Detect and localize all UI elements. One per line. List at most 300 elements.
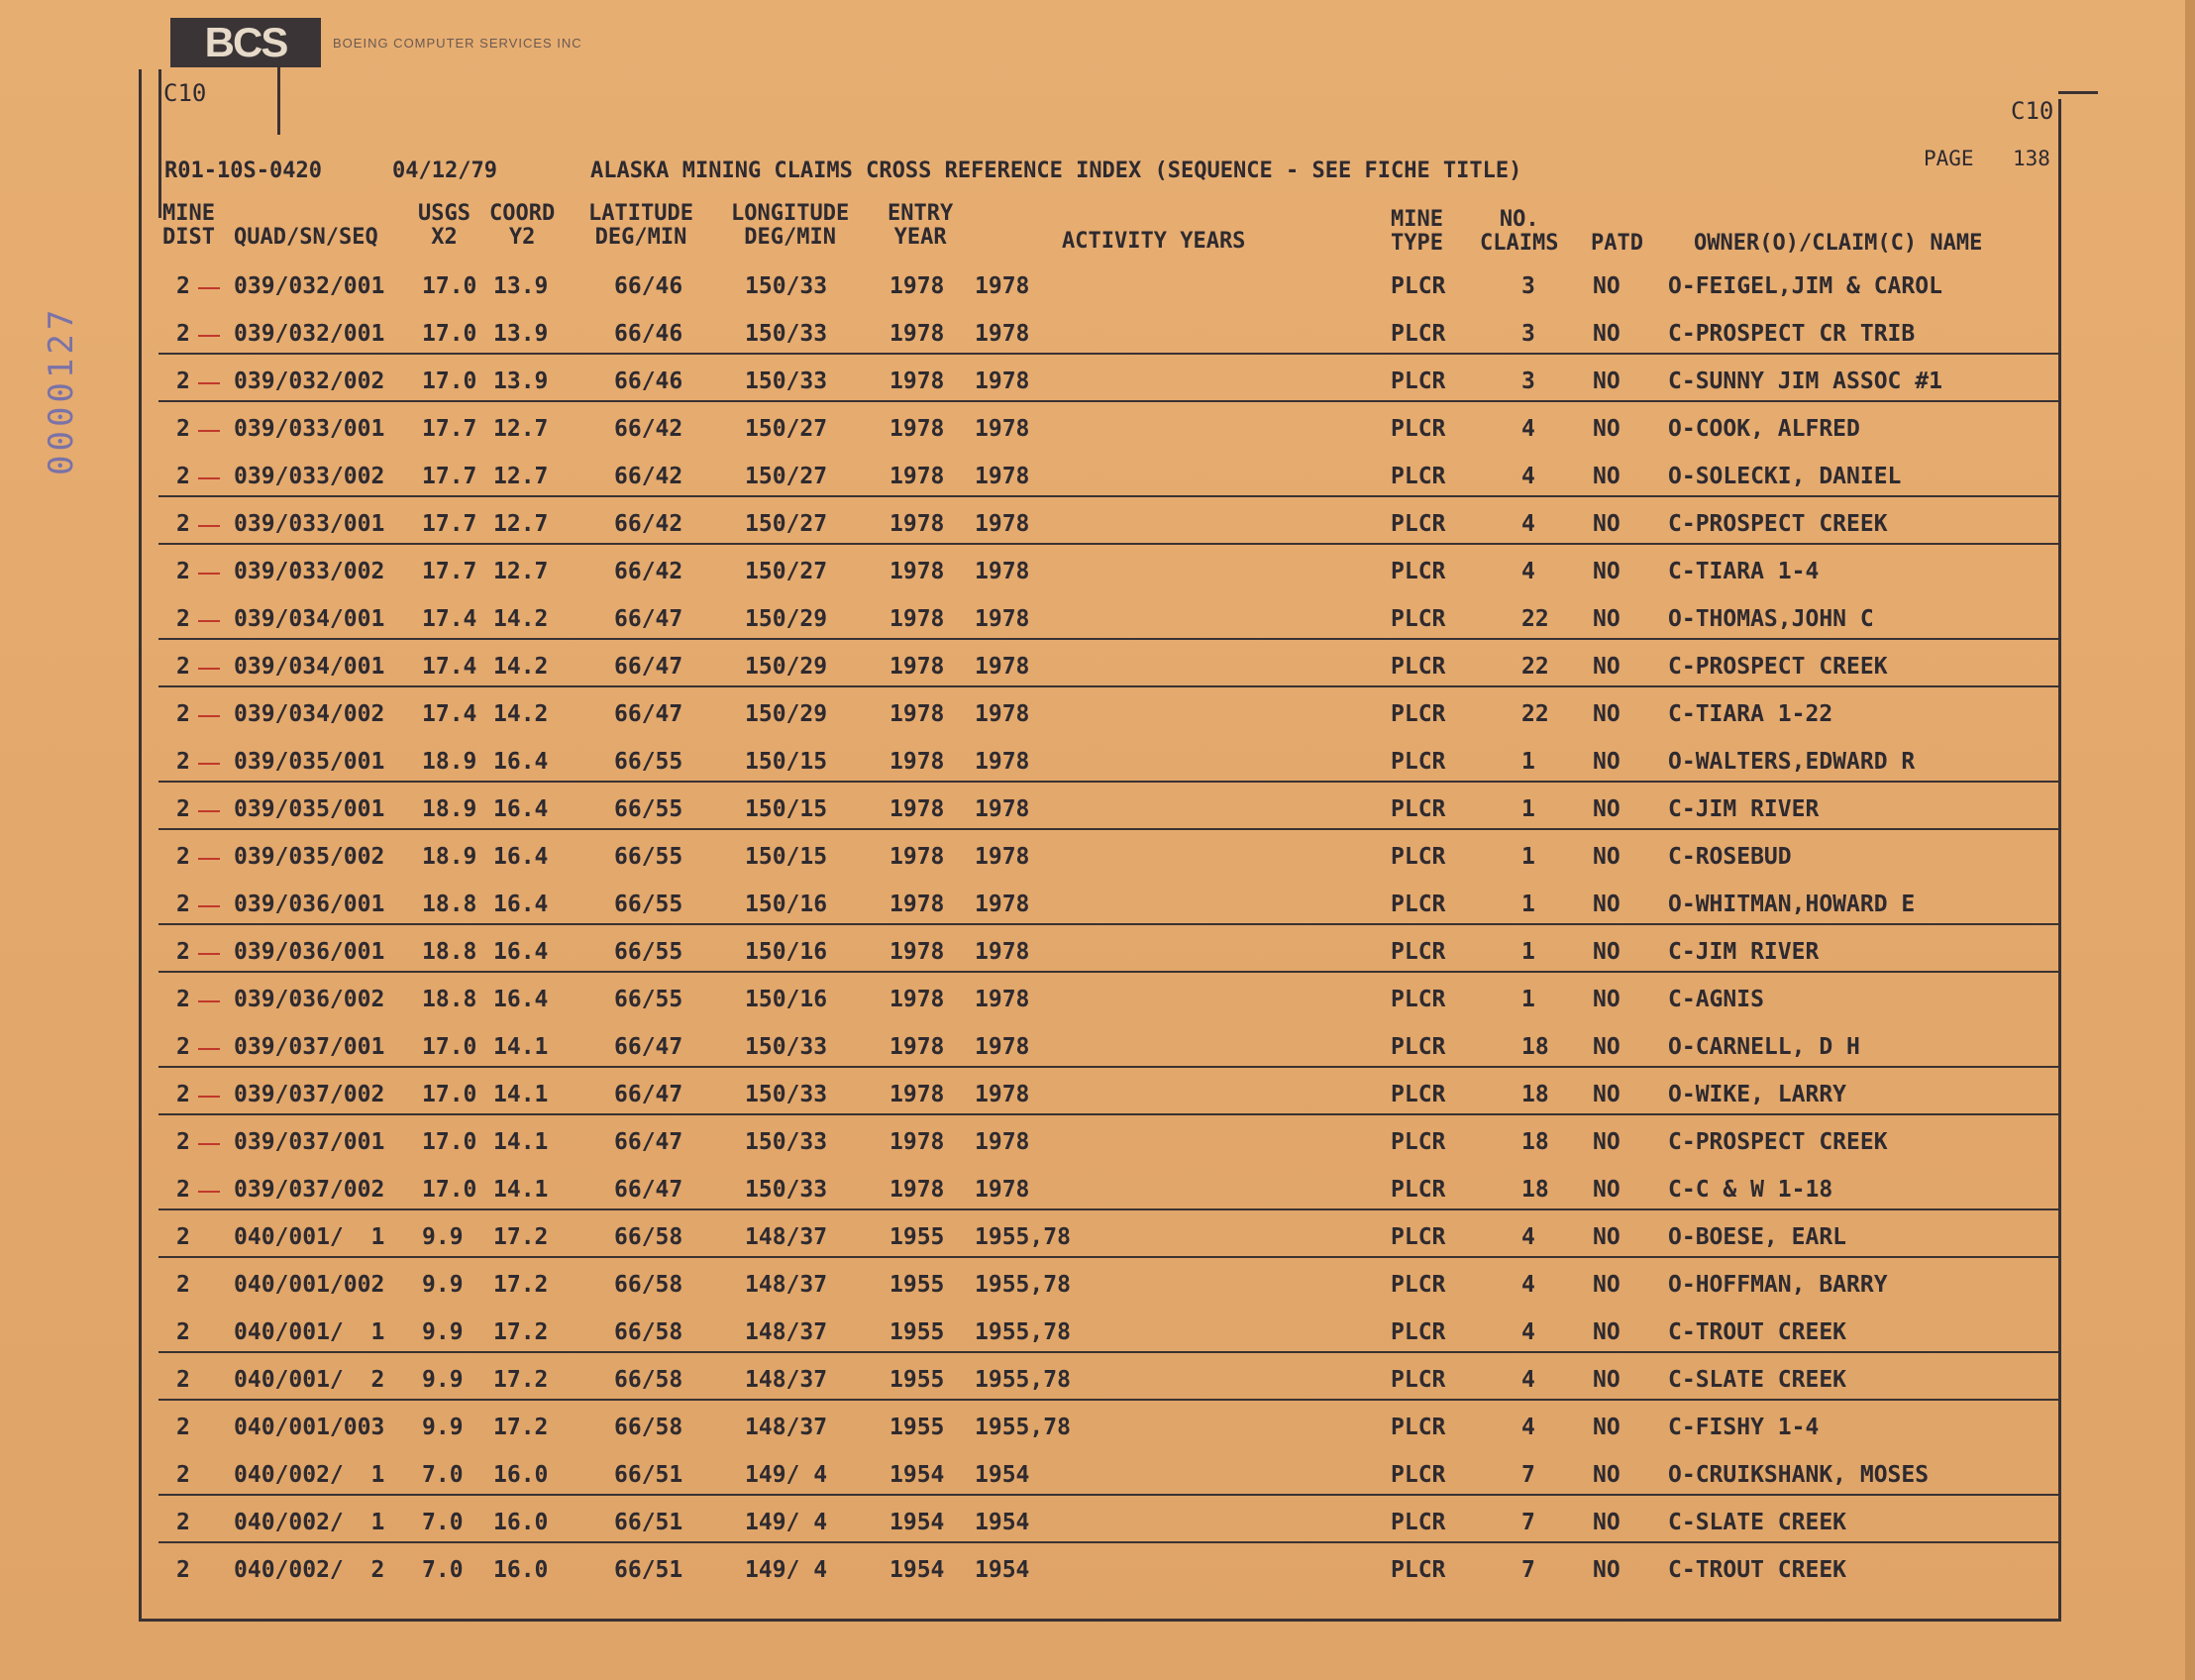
cell-quad: 039/035/001 (234, 749, 385, 775)
cell-y2: 12.7 (493, 511, 549, 537)
row-rule (158, 971, 2060, 973)
red-check-mark (198, 668, 220, 670)
table-row (158, 598, 2060, 646)
red-check-mark (198, 715, 220, 717)
cell-type: PLCR (1391, 606, 1446, 632)
red-check-mark (198, 335, 220, 337)
cell-patd: NO (1593, 1367, 1620, 1393)
cell-entry: 1978 (889, 796, 945, 822)
col-header-lat: LATITUDE DEG/MIN (588, 201, 693, 250)
cell-claims: 4 (1521, 1415, 1535, 1440)
cell-x2: 7.0 (422, 1462, 464, 1488)
table-row (158, 741, 2060, 788)
cell-x2: 18.9 (422, 844, 477, 870)
cell-owner: O-THOMAS,JOHN C (1668, 606, 1874, 632)
cell-claims: 1 (1521, 844, 1535, 870)
cell-patd: NO (1593, 654, 1620, 680)
cell-activity: 1978 (975, 654, 1030, 680)
cell-lat: 66/42 (614, 511, 683, 537)
cell-entry: 1978 (889, 273, 945, 299)
cell-lat: 66/46 (614, 368, 683, 394)
cell-quad: 039/034/001 (234, 606, 385, 632)
red-check-mark (198, 905, 220, 907)
cell-owner: C-ROSEBUD (1668, 844, 1792, 870)
cell-x2: 17.7 (422, 511, 477, 537)
cell-entry: 1978 (889, 987, 945, 1012)
cell-dist: 2 (176, 368, 190, 394)
cell-quad: 039/032/002 (234, 368, 385, 394)
cell-owner: C-SLATE CREEK (1668, 1510, 1847, 1535)
cell-type: PLCR (1391, 1367, 1446, 1393)
cell-owner: C-TROUT CREEK (1668, 1319, 1847, 1345)
cell-patd: NO (1593, 1462, 1620, 1488)
cell-x2: 17.7 (422, 559, 477, 584)
cell-patd: NO (1593, 606, 1620, 632)
cell-lon: 150/29 (745, 606, 828, 632)
cell-lat: 66/47 (614, 606, 683, 632)
cell-claims: 4 (1521, 1367, 1535, 1393)
cell-patd: NO (1593, 1557, 1620, 1583)
cell-lon: 150/29 (745, 654, 828, 680)
cell-type: PLCR (1391, 939, 1446, 965)
cell-type: PLCR (1391, 1319, 1446, 1345)
cell-quad: 039/036/001 (234, 939, 385, 965)
col-header-patd: PATD (1591, 231, 1643, 256)
cell-lat: 66/55 (614, 987, 683, 1012)
cell-patd: NO (1593, 273, 1620, 299)
cell-type: PLCR (1391, 464, 1446, 489)
cell-activity: 1978 (975, 796, 1030, 822)
cell-entry: 1955 (889, 1224, 945, 1250)
cell-x2: 17.4 (422, 606, 477, 632)
cell-entry: 1955 (889, 1415, 945, 1440)
cell-quad: 039/033/002 (234, 464, 385, 489)
report-title: ALASKA MINING CLAIMS CROSS REFERENCE INDEX (SEQUENCE - SEE FICHE TITLE) (590, 158, 1522, 183)
cell-lat: 66/42 (614, 416, 683, 442)
cell-claims: 4 (1521, 511, 1535, 537)
cell-patd: NO (1593, 416, 1620, 442)
cell-activity: 1954 (975, 1557, 1030, 1583)
cell-owner: O-SOLECKI, DANIEL (1668, 464, 1902, 489)
cell-type: PLCR (1391, 1224, 1446, 1250)
cell-lon: 150/16 (745, 987, 828, 1012)
col-header-lon: LONGITUDE DEG/MIN (731, 201, 850, 250)
cell-claims: 18 (1521, 1082, 1549, 1107)
cell-activity: 1978 (975, 749, 1030, 775)
row-rule (158, 1113, 2060, 1115)
frame-tick (277, 65, 280, 135)
cell-owner: O-HOFFMAN, BARRY (1668, 1272, 1888, 1298)
cell-lat: 66/58 (614, 1319, 683, 1345)
cell-dist: 2 (176, 987, 190, 1012)
cell-x2: 9.9 (422, 1224, 464, 1250)
red-check-mark (198, 620, 220, 622)
cell-owner: O-WIKE, LARRY (1668, 1082, 1847, 1107)
cell-owner: O-WHITMAN,HOWARD E (1668, 892, 1916, 917)
cell-activity: 1978 (975, 464, 1030, 489)
cell-quad: 040/002/ 1 (234, 1510, 385, 1535)
paper-edge (2185, 0, 2195, 1680)
cell-dist: 2 (176, 1272, 190, 1298)
cell-type: PLCR (1391, 559, 1446, 584)
cell-owner: C-C & W 1-18 (1668, 1177, 1833, 1203)
cell-owner: O-FEIGEL,JIM & CAROL (1668, 273, 1942, 299)
cell-quad: 039/035/001 (234, 796, 385, 822)
frame-line-bottom (139, 1619, 2060, 1622)
cell-entry: 1978 (889, 1034, 945, 1060)
table-row (158, 931, 2060, 979)
cell-entry: 1978 (889, 511, 945, 537)
cell-y2: 14.2 (493, 701, 549, 727)
cell-lat: 66/58 (614, 1415, 683, 1440)
cell-lat: 66/46 (614, 321, 683, 347)
cell-dist: 2 (176, 1082, 190, 1107)
cell-x2: 7.0 (422, 1557, 464, 1583)
cell-lon: 150/27 (745, 416, 828, 442)
cell-quad: 040/001/003 (234, 1415, 385, 1440)
cell-activity: 1978 (975, 987, 1030, 1012)
cell-patd: NO (1593, 511, 1620, 537)
cell-activity: 1978 (975, 1034, 1030, 1060)
cell-type: PLCR (1391, 749, 1446, 775)
cell-claims: 3 (1521, 321, 1535, 347)
cell-quad: 039/032/001 (234, 273, 385, 299)
table-row (158, 1074, 2060, 1121)
cell-claims: 4 (1521, 464, 1535, 489)
table-row (158, 1169, 2060, 1216)
cell-quad: 039/033/002 (234, 559, 385, 584)
cell-y2: 16.4 (493, 796, 549, 822)
cell-claims: 7 (1521, 1557, 1535, 1583)
cell-quad: 039/037/002 (234, 1177, 385, 1203)
cell-entry: 1978 (889, 1177, 945, 1203)
cell-x2: 17.0 (422, 1129, 477, 1155)
cell-quad: 040/001/ 1 (234, 1224, 385, 1250)
red-check-mark (198, 430, 220, 432)
cell-lon: 148/37 (745, 1367, 828, 1393)
cell-activity: 1978 (975, 1082, 1030, 1107)
cell-lat: 66/51 (614, 1462, 683, 1488)
cell-entry: 1955 (889, 1367, 945, 1393)
cell-patd: NO (1593, 1224, 1620, 1250)
cell-type: PLCR (1391, 701, 1446, 727)
cell-dist: 2 (176, 749, 190, 775)
cell-patd: NO (1593, 1415, 1620, 1440)
row-rule (158, 1351, 2060, 1353)
cell-lat: 66/55 (614, 939, 683, 965)
table-row (158, 1026, 2060, 1074)
cell-entry: 1955 (889, 1319, 945, 1345)
cell-owner: C-PROSPECT CREEK (1668, 511, 1888, 537)
row-rule (158, 1399, 2060, 1401)
cell-dist: 2 (176, 511, 190, 537)
cell-activity: 1955,78 (975, 1224, 1071, 1250)
cell-lon: 150/33 (745, 273, 828, 299)
cell-lat: 66/58 (614, 1367, 683, 1393)
cell-y2: 14.1 (493, 1034, 549, 1060)
cell-activity: 1978 (975, 321, 1030, 347)
cell-entry: 1954 (889, 1462, 945, 1488)
cell-activity: 1978 (975, 939, 1030, 965)
table-row (158, 1549, 2060, 1597)
col-header-y2: COORD Y2 (489, 201, 556, 250)
cell-patd: NO (1593, 844, 1620, 870)
col-header-owner: OWNER(O)/CLAIM(C) NAME (1694, 231, 1983, 256)
cell-quad: 040/001/ 1 (234, 1319, 385, 1345)
red-check-mark (198, 953, 220, 955)
cell-patd: NO (1593, 796, 1620, 822)
table-row (158, 1312, 2060, 1359)
cell-patd: NO (1593, 1129, 1620, 1155)
cell-x2: 17.0 (422, 1082, 477, 1107)
cell-lon: 150/33 (745, 321, 828, 347)
cell-y2: 14.2 (493, 654, 549, 680)
cell-x2: 17.0 (422, 1177, 477, 1203)
cell-y2: 16.4 (493, 939, 549, 965)
cell-entry: 1978 (889, 464, 945, 489)
table-row (158, 1454, 2060, 1502)
red-check-mark (198, 525, 220, 527)
cell-claims: 1 (1521, 939, 1535, 965)
cell-patd: NO (1593, 1510, 1620, 1535)
row-rule (158, 495, 2060, 497)
cell-type: PLCR (1391, 1082, 1446, 1107)
cell-dist: 2 (176, 1557, 190, 1583)
cell-claims: 4 (1521, 1319, 1535, 1345)
cell-entry: 1978 (889, 939, 945, 965)
cell-dist: 2 (176, 1462, 190, 1488)
red-check-mark (198, 573, 220, 575)
row-rule (158, 353, 2060, 355)
cell-owner: C-FISHY 1-4 (1668, 1415, 1820, 1440)
cell-lon: 149/ 4 (745, 1510, 828, 1535)
cell-quad: 040/002/ 2 (234, 1557, 385, 1583)
table-row (158, 884, 2060, 931)
table-row (158, 646, 2060, 693)
cell-lon: 148/37 (745, 1319, 828, 1345)
cell-type: PLCR (1391, 273, 1446, 299)
cell-lat: 66/47 (614, 654, 683, 680)
cell-quad: 039/034/001 (234, 654, 385, 680)
cell-activity: 1978 (975, 892, 1030, 917)
cell-claims: 22 (1521, 654, 1549, 680)
cell-patd: NO (1593, 368, 1620, 394)
cell-patd: NO (1593, 1177, 1620, 1203)
cell-entry: 1955 (889, 1272, 945, 1298)
cell-lon: 150/29 (745, 701, 828, 727)
cell-claims: 22 (1521, 606, 1549, 632)
cell-activity: 1978 (975, 368, 1030, 394)
cell-claims: 4 (1521, 416, 1535, 442)
cell-activity: 1954 (975, 1462, 1030, 1488)
cell-dist: 2 (176, 1129, 190, 1155)
page-number: 138 (2013, 147, 2050, 170)
bcs-logo-subtitle: BOEING COMPUTER SERVICES INC (333, 36, 582, 51)
cell-dist: 2 (176, 321, 190, 347)
frame-line-top-right (2058, 91, 2098, 94)
cell-y2: 16.4 (493, 892, 549, 917)
cell-x2: 7.0 (422, 1510, 464, 1535)
cell-patd: NO (1593, 939, 1620, 965)
table-row (158, 313, 2060, 361)
cell-type: PLCR (1391, 321, 1446, 347)
col-header-quad: QUAD/SN/SEQ (234, 225, 378, 250)
cell-quad: 039/036/001 (234, 892, 385, 917)
cell-patd: NO (1593, 701, 1620, 727)
cell-type: PLCR (1391, 1272, 1446, 1298)
table-row (158, 1264, 2060, 1312)
cell-lat: 66/47 (614, 1177, 683, 1203)
cell-x2: 18.9 (422, 749, 477, 775)
cell-quad: 039/035/002 (234, 844, 385, 870)
cell-dist: 2 (176, 654, 190, 680)
cell-lon: 150/27 (745, 511, 828, 537)
cell-activity: 1978 (975, 416, 1030, 442)
red-check-mark (198, 858, 220, 860)
cell-y2: 16.0 (493, 1462, 549, 1488)
cell-patd: NO (1593, 749, 1620, 775)
cell-lon: 150/33 (745, 368, 828, 394)
cell-patd: NO (1593, 559, 1620, 584)
cell-claims: 18 (1521, 1034, 1549, 1060)
table-row (158, 1359, 2060, 1407)
cell-y2: 16.4 (493, 844, 549, 870)
table-row (158, 788, 2060, 836)
row-rule (158, 1256, 2060, 1258)
report-id: R01-10S-0420 (164, 158, 322, 183)
cell-lat: 66/47 (614, 1129, 683, 1155)
cell-quad: 039/037/001 (234, 1034, 385, 1060)
cell-entry: 1978 (889, 606, 945, 632)
cell-type: PLCR (1391, 1177, 1446, 1203)
cell-activity: 1978 (975, 606, 1030, 632)
cell-lon: 149/ 4 (745, 1557, 828, 1583)
cell-owner: O-BOESE, EARL (1668, 1224, 1847, 1250)
table-row (158, 1407, 2060, 1454)
cell-lon: 150/33 (745, 1082, 828, 1107)
cell-x2: 17.0 (422, 368, 477, 394)
cell-entry: 1978 (889, 368, 945, 394)
cell-lon: 148/37 (745, 1224, 828, 1250)
cell-claims: 7 (1521, 1510, 1535, 1535)
cell-owner: O-CRUIKSHANK, MOSES (1668, 1462, 1930, 1488)
cell-quad: 039/037/002 (234, 1082, 385, 1107)
cell-lat: 66/47 (614, 1034, 683, 1060)
cell-owner: O-CARNELL, D H (1668, 1034, 1860, 1060)
cell-y2: 13.9 (493, 368, 549, 394)
cell-type: PLCR (1391, 1510, 1446, 1535)
cell-owner: C-PROSPECT CREEK (1668, 654, 1888, 680)
cell-lon: 150/16 (745, 892, 828, 917)
cell-dist: 2 (176, 1319, 190, 1345)
row-rule (158, 1494, 2060, 1496)
cell-activity: 1978 (975, 273, 1030, 299)
cell-owner: C-TROUT CREEK (1668, 1557, 1847, 1583)
col-header-dist: MINE DIST (162, 201, 215, 250)
cell-dist: 2 (176, 416, 190, 442)
cell-x2: 18.8 (422, 939, 477, 965)
row-rule (158, 400, 2060, 402)
red-check-mark (198, 763, 220, 765)
cell-entry: 1978 (889, 654, 945, 680)
cell-type: PLCR (1391, 796, 1446, 822)
cell-lon: 150/27 (745, 559, 828, 584)
cell-dist: 2 (176, 559, 190, 584)
cell-lat: 66/47 (614, 701, 683, 727)
row-rule (158, 1208, 2060, 1210)
report-date: 04/12/79 (392, 158, 497, 183)
cell-claims: 18 (1521, 1177, 1549, 1203)
cell-patd: NO (1593, 321, 1620, 347)
cell-quad: 040/002/ 1 (234, 1462, 385, 1488)
cell-activity: 1954 (975, 1510, 1030, 1535)
cell-y2: 17.2 (493, 1415, 549, 1440)
cell-dist: 2 (176, 273, 190, 299)
frame-line-top-left (158, 69, 161, 218)
cell-entry: 1978 (889, 416, 945, 442)
row-rule (158, 685, 2060, 687)
cell-dist: 2 (176, 844, 190, 870)
cell-activity: 1978 (975, 511, 1030, 537)
cell-entry: 1978 (889, 1129, 945, 1155)
cell-entry: 1978 (889, 1082, 945, 1107)
cell-quad: 040/001/002 (234, 1272, 385, 1298)
cell-owner: O-WALTERS,EDWARD R (1668, 749, 1916, 775)
cell-y2: 14.1 (493, 1177, 549, 1203)
cell-lon: 150/16 (745, 939, 828, 965)
cell-lat: 66/46 (614, 273, 683, 299)
cell-lon: 150/15 (745, 749, 828, 775)
cell-y2: 16.0 (493, 1557, 549, 1583)
row-rule (158, 543, 2060, 545)
cell-entry: 1978 (889, 321, 945, 347)
cell-activity: 1978 (975, 1129, 1030, 1155)
cell-type: PLCR (1391, 368, 1446, 394)
table-row (158, 1502, 2060, 1549)
cell-dist: 2 (176, 939, 190, 965)
cell-claims: 3 (1521, 273, 1535, 299)
cell-lat: 66/42 (614, 559, 683, 584)
cell-lat: 66/47 (614, 1082, 683, 1107)
cell-y2: 13.9 (493, 273, 549, 299)
cell-dist: 2 (176, 1177, 190, 1203)
cell-activity: 1955,78 (975, 1415, 1071, 1440)
cell-x2: 17.7 (422, 464, 477, 489)
cell-x2: 17.4 (422, 701, 477, 727)
cell-lat: 66/51 (614, 1510, 683, 1535)
cell-x2: 9.9 (422, 1319, 464, 1345)
cell-activity: 1978 (975, 844, 1030, 870)
cell-dist: 2 (176, 606, 190, 632)
cell-x2: 18.9 (422, 796, 477, 822)
cell-entry: 1954 (889, 1510, 945, 1535)
cell-activity: 1955,78 (975, 1319, 1071, 1345)
cell-claims: 4 (1521, 559, 1535, 584)
cell-y2: 17.2 (493, 1319, 549, 1345)
red-check-mark (198, 287, 220, 289)
cell-quad: 039/036/002 (234, 987, 385, 1012)
corner-code-right: C10 (2011, 97, 2054, 125)
row-rule (158, 1066, 2060, 1068)
table-row (158, 979, 2060, 1026)
table-row (158, 693, 2060, 741)
cell-dist: 2 (176, 464, 190, 489)
table-row (158, 361, 2060, 408)
cell-y2: 13.9 (493, 321, 549, 347)
cell-quad: 039/037/001 (234, 1129, 385, 1155)
cell-quad: 039/034/002 (234, 701, 385, 727)
cell-lon: 150/15 (745, 844, 828, 870)
